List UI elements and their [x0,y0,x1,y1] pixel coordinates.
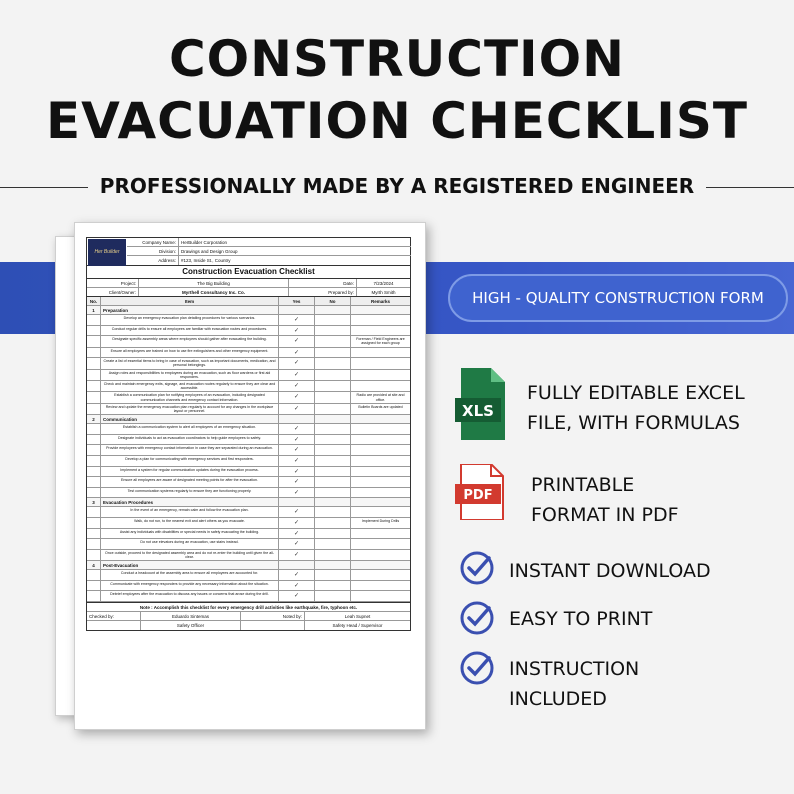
item-remark [351,467,410,477]
no-check-cell[interactable] [315,591,351,601]
section-row [87,498,410,507]
checklist-body [87,306,410,602]
item-remark [351,435,410,445]
quality-badge: HIGH - QUALITY CONSTRUCTION FORM [448,274,788,322]
client-label: Client/Owner: [87,288,139,296]
check-circle-icon [459,600,495,636]
date-label: Date: [289,279,357,287]
table-row [87,336,410,347]
section-number: 4 [87,561,101,569]
item-remark [351,315,410,325]
feature-instruction-line1: INSTRUCTION [509,658,640,680]
no-check-cell[interactable] [315,488,351,498]
no-check-cell[interactable] [315,518,351,528]
checklist-item-text: Establish a communication plan for notifying employees of an evacuation, including designated communication channels and emergency contact information. [101,392,279,402]
table-row [87,477,410,488]
no-check-cell[interactable] [315,581,351,591]
yes-check-mark[interactable]: ✓ [279,529,315,539]
no-check-cell[interactable] [315,424,351,434]
subtitle: PROFESSIONALLY MADE BY A REGISTERED ENGINEER [99,174,695,198]
yes-check-mark[interactable]: ✓ [279,456,315,466]
checklist-item-text: Implement a system for regular communication updates during the evacuation process. [101,467,279,477]
no-check-cell[interactable] [315,336,351,346]
noted-by-name: Leah Supnet [344,613,371,619]
checked-by-label: Checked by: [87,612,141,620]
checklist-item-text: Walk, do not run, to the nearest exit and alert others as you evacuate. [101,518,279,528]
item-remark [351,477,410,487]
check-circle-icon [459,650,495,686]
table-row [87,539,410,550]
table-row [87,507,410,518]
no-check-cell[interactable] [315,570,351,580]
feature-pdf-line2: FORMAT IN PDF [531,504,679,526]
yes-check-mark[interactable]: ✓ [279,570,315,580]
subtitle-divider-left [0,187,88,188]
table-row [87,518,410,529]
feature-instant-download: INSTANT DOWNLOAD [509,560,711,582]
checklist-item-text: Assist any individuals with disabilities or special needs in safely evacuating the building. [101,529,279,539]
address-label: Address: [127,256,179,265]
item-remark [351,326,410,336]
yes-check-mark[interactable]: ✓ [279,392,315,402]
table-row [87,370,410,381]
yes-check-mark[interactable]: ✓ [279,381,315,391]
section-number: 3 [87,498,101,506]
yes-check-mark[interactable]: ✓ [279,581,315,591]
sheet-title: Construction Evacuation Checklist [87,266,410,279]
checklist-item-text: Ensure all employees are aware of designated meeting points for after the evacuation. [101,477,279,487]
item-remark [351,370,410,380]
table-row [87,404,410,415]
company-label: Company Name: [127,238,179,246]
yes-check-mark[interactable]: ✓ [279,550,315,560]
table-row [87,358,410,369]
checklist-item-text: Conduct a headcount at the assembly area to ensure all employees are accounted for. [101,570,279,580]
no-check-cell[interactable] [315,529,351,539]
checklist-item-text: Establish a communication system to alert all employees of an emergency situation. [101,424,279,434]
yes-check-mark[interactable]: ✓ [279,539,315,549]
section-name: Preparation [101,306,279,314]
table-row [87,424,410,435]
no-check-cell[interactable] [315,445,351,455]
subtitle-divider-right [706,187,794,188]
noted-by-role: Safety Head / Supervisor [332,622,383,628]
division-label: Division: [127,247,179,255]
no-check-cell[interactable] [315,381,351,391]
item-remark [351,381,410,391]
item-remark [351,348,410,358]
checklist-sheet [86,237,411,631]
table-row [87,488,410,499]
xls-file-icon [455,368,505,440]
company-logo: Her Builder [88,239,126,266]
item-remark [351,456,410,466]
table-header [87,297,410,306]
yes-check-mark[interactable]: ✓ [279,488,315,498]
item-remark: Bulletin Boards are updated [358,404,403,409]
item-remark [351,550,410,560]
col-no-answer: No [315,297,351,305]
pdf-icon-text: PDF [463,488,493,503]
section-row [87,415,410,424]
checklist-item-text: Designate specific assembly areas where employees should gather after evacuating the building. [101,336,279,346]
yes-check-mark[interactable]: ✓ [279,315,315,325]
no-check-cell[interactable] [315,392,351,402]
yes-check-mark[interactable]: ✓ [279,358,315,368]
prepared-value: Myrth Smith [371,290,396,295]
item-remark [351,529,410,539]
no-check-cell[interactable] [315,435,351,445]
table-row [87,570,410,581]
col-yes: Yes [279,297,315,305]
sheet-note: Note : Accomplish this checklist for every emergency drill activities like earthquake, fire, typhoon etc. [139,604,358,610]
pdf-file-icon [455,464,505,520]
item-remark: Implement During Drills [361,518,400,523]
no-check-cell[interactable] [315,358,351,368]
item-remark [351,581,410,591]
yes-check-mark[interactable]: ✓ [279,348,315,358]
no-check-cell[interactable] [315,370,351,380]
section-row [87,561,410,570]
section-name: Communication [101,415,279,423]
yes-check-mark[interactable]: ✓ [279,404,315,414]
feature-excel-line1: FULLY EDITABLE EXCEL [527,382,745,404]
noted-by-label: Noted by: [241,612,305,620]
checklist-item-text: Develop an emergency evacuation plan detailing procedures for various scenarios. [101,315,279,325]
checklist-item-text: Ensure all employees are trained on how to use fire extinguishers and other emergency equipment. [101,348,279,358]
table-row [87,467,410,478]
project-label: Project: [87,279,139,287]
table-row [87,326,410,337]
item-remark [351,539,410,549]
col-item: Item [101,297,279,305]
no-check-cell[interactable] [315,456,351,466]
prepared-label: Prepared by: [289,288,357,296]
check-circle-icon [459,550,495,586]
item-remark: Foreman / Field Engineers are assigned for each group [356,337,405,346]
item-remark [351,591,410,601]
feature-excel-line2: FILE, WITH FORMULAS [527,412,740,434]
checklist-item-text: Communicate with emergency responders to provide any necessary information about the situation. [101,581,279,591]
yes-check-mark[interactable]: ✓ [279,445,315,455]
no-check-cell[interactable] [315,507,351,517]
no-check-cell[interactable] [315,467,351,477]
no-check-cell[interactable] [315,348,351,358]
item-remark: Radio are provided at site and office. [356,393,405,402]
checklist-item-text: In the event of an emergency, remain calm and follow the evacuation plan. [101,507,279,517]
page-title-line2: EVACUATION CHECKLIST [46,92,748,150]
address-value: #123, Inside St., Country [181,258,231,263]
table-row [87,529,410,540]
checklist-item-text: Once outside, proceed to the designated assembly area and do not re-enter the building until given the all-clear. [101,550,279,560]
yes-check-mark[interactable]: ✓ [279,435,315,445]
checklist-item-text: Conduct regular drills to ensure all employees are familiar with evacuation routes and procedures. [101,326,279,336]
table-row [87,550,410,561]
yes-check-mark[interactable]: ✓ [279,518,315,528]
table-row [87,315,410,326]
no-check-cell[interactable] [315,404,351,414]
no-check-cell[interactable] [315,539,351,549]
item-remark [351,507,410,517]
document-preview [74,222,426,730]
checked-by-role: Safety Officer [141,621,241,630]
yes-check-mark[interactable]: ✓ [279,424,315,434]
page-title-line1: CONSTRUCTION [168,30,626,88]
table-row [87,581,410,592]
table-row [87,392,410,403]
item-remark [351,570,410,580]
no-check-cell[interactable] [315,326,351,336]
subtitle-bar [0,172,794,202]
item-remark [351,445,410,455]
project-value: The Big Building [139,279,289,287]
yes-check-mark[interactable]: ✓ [279,591,315,601]
item-remark [351,358,410,368]
table-row [87,435,410,446]
table-row [87,591,410,602]
section-number: 2 [87,415,101,423]
no-check-cell[interactable] [315,477,351,487]
checklist-item-text: Designate individuals to act as evacuation coordinators to help guide employees to safety. [101,435,279,445]
company-value: HerBuilder Corporation [181,240,228,245]
section-row [87,306,410,315]
feature-instruction-line2: INCLUDED [509,688,607,710]
yes-check-mark[interactable]: ✓ [279,477,315,487]
checklist-item-text: Assign roles and responsibilities to employees during an evacuation, such as floor wardens or first aid responders. [101,370,279,380]
feature-easy-print: EASY TO PRINT [509,608,653,630]
client-value: Myrthell Consultancy Inc. Co. [139,288,289,296]
checklist-item-text: Create a list of essential items to bring in case of evacuation, such as important documents, medication, and personal belongings. [101,358,279,368]
section-number: 1 [87,306,101,314]
yes-check-mark[interactable]: ✓ [279,336,315,346]
no-check-cell[interactable] [315,550,351,560]
item-remark [351,488,410,498]
checklist-item-text: Debrief employees after the evacuation to discuss any issues or concerns that arose during the drill. [101,591,279,601]
table-row [87,456,410,467]
col-no: No. [87,297,101,305]
table-row [87,381,410,392]
checklist-item-text: Develop a plan for communicating with emergency services and first responders. [101,456,279,466]
section-name: Post-Evacuation [101,561,279,569]
feature-pdf-line1: PRINTABLE [531,474,635,496]
no-check-cell[interactable] [315,315,351,325]
checklist-item-text: Test communication systems regularly to ensure they are functioning properly. [101,488,279,498]
xls-icon-text: XLS [462,402,494,420]
date-value: 7/23/2024 [373,281,394,286]
section-name: Evacuation Procedures [101,498,279,506]
checklist-item-text: Do not use elevators during an evacuation, use stairs instead. [101,539,279,549]
checklist-item-text: Check and maintain emergency exits, signage, and evacuation routes regularly to ensure they are clear and accessible. [101,381,279,391]
item-remark [351,424,410,434]
col-remarks: Remarks [370,299,390,304]
table-row [87,445,410,456]
checklist-item-text: Provide employees with emergency contact information in case they are separated during an evacuation. [101,445,279,455]
table-row [87,348,410,359]
yes-check-mark[interactable]: ✓ [279,326,315,336]
checked-by-name: Eduardo Sintemas [141,612,241,620]
yes-check-mark[interactable]: ✓ [279,507,315,517]
checklist-item-text: Review and update the emergency evacuation plan regularly to account for any changes in the workplace layout or personnel. [101,404,279,414]
yes-check-mark[interactable]: ✓ [279,370,315,380]
division-value: Drawings and Design Group [181,249,238,254]
yes-check-mark[interactable]: ✓ [279,467,315,477]
